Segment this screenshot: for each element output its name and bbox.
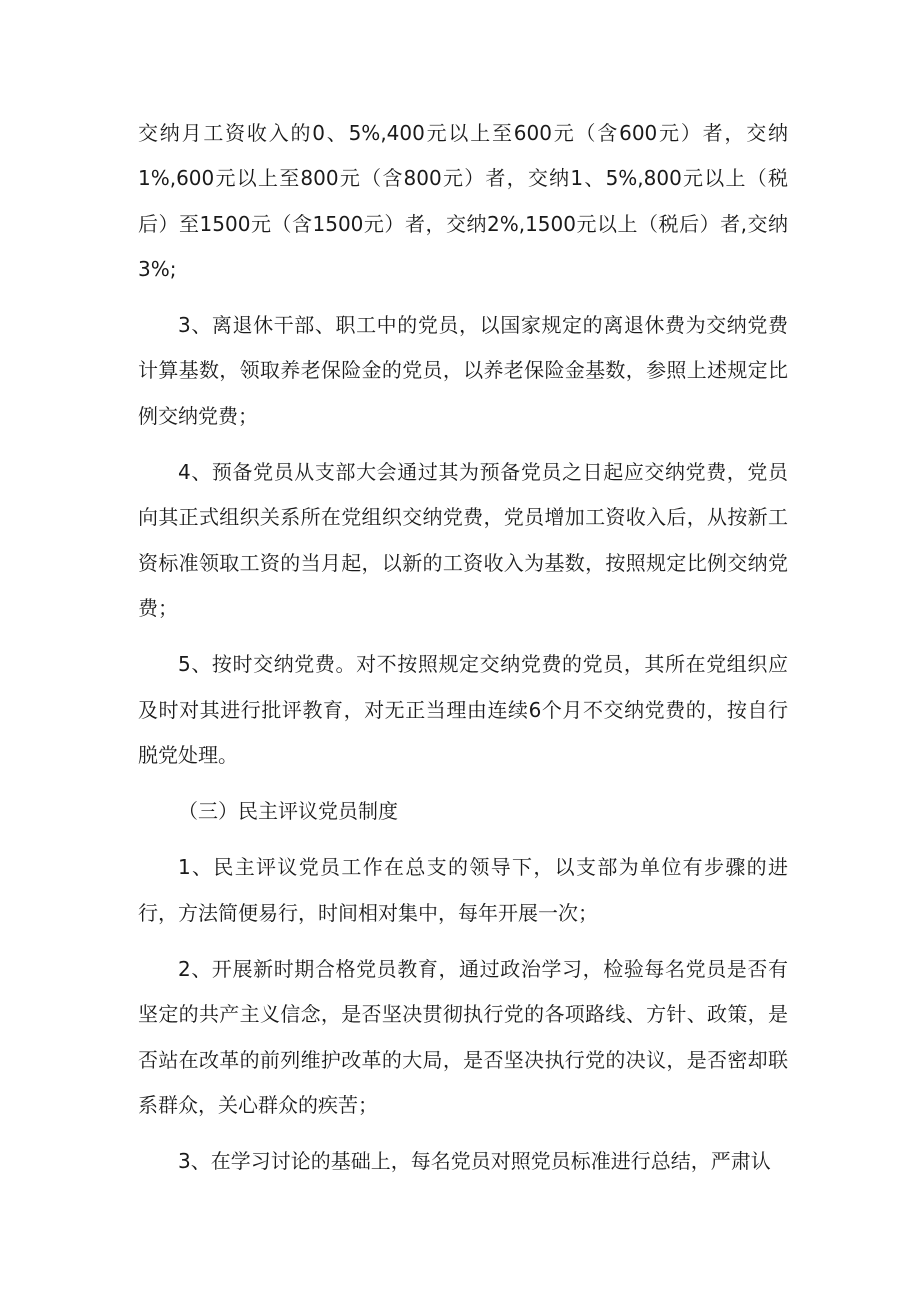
document-body [138,111,788,1196]
paragraph-review-organization: 1、民主评议党员工作在总支的领导下，以支部为单位有步骤的进行，方法简便易行，时间相对集中，每年开展一次； [138,855,788,925]
section-heading-democratic-review: （三）民主评议党员制度 [178,799,398,824]
paragraph-probationary-dues: 4、预备党员从支部大会通过其为预备党员之日起应交纳党费，党员向其正式组织关系所在党组织交纳党费，党员增加工资收入后，从按新工资标准领取工资的当月起，以新的工资收入为基数，按照规定比例交纳党费； [138,460,788,620]
paragraph-timely-payment: 5、按时交纳党费。对不按照规定交纳党费的党员，其所在党组织应及时对其进行批评教育，对无正当理由连续6个月不交纳党费的，按自行脱党处理。 [138,652,788,767]
paragraph-dues-rates: 交纳月工资收入的0、5%,400元以上至600元（含600元）者，交纳1%,600元以上至800元（含800元）者，交纳1、5%,800元以上（税后）至1500元（含1500元）者，交纳2%,1500元以上（税后）者,交纳3%; [138,121,788,281]
paragraph-qualified-member-education: 2、开展新时期合格党员教育，通过政治学习，检验每名党员是否有坚定的共产主义信念，是否坚决贯彻执行党的各项路线、方针、政策，是否站在改革的前列维护改革的大局，是否坚决执行党的决议，是否密却联系群众，关心群众的疾苦； [138,957,788,1117]
paragraph-retiree-dues: 3、离退休干部、职工中的党员，以国家规定的离退休费为交纳党费计算基数，领取养老保险金的党员，以养老保险金基数，参照上述规定比例交纳党费； [138,313,788,428]
paragraph-self-summary: 3、在学习讨论的基础上，每名党员对照党员标准进行总结，严肃认 [178,1149,771,1174]
